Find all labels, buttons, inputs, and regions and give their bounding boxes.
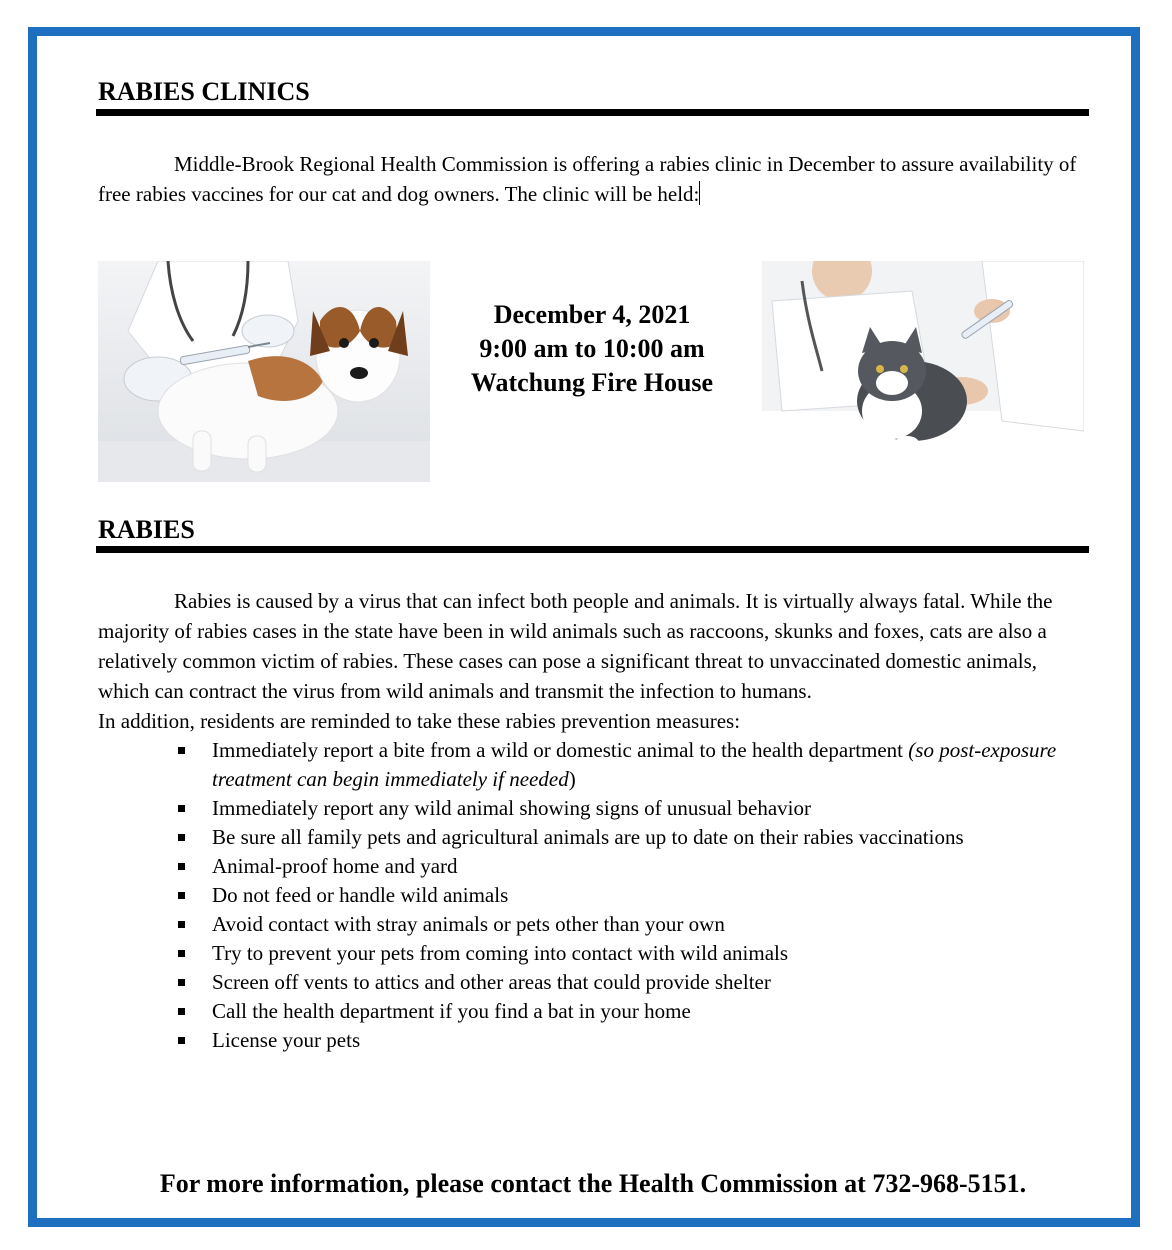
- prevention-intro: In addition, residents are reminded to take these rabies prevention measures:: [98, 709, 741, 733]
- prevention-measure-text: Be sure all family pets and agricultural animals are up to date on their rabies vaccinations: [212, 825, 964, 849]
- clinic-intro-text: Middle-Brook Regional Health Commission is offering a rabies clinic in December to assure availability of free rabies vaccines for our cat and dog owners. The clinic will be held:: [98, 152, 1077, 206]
- prevention-measure-text: Try to prevent your pets from coming into contact with wild animals: [212, 941, 789, 965]
- prevention-measure-text: Call the health department if you find a bat in your home: [212, 999, 691, 1023]
- prevention-measure-item: [98, 1026, 1090, 1055]
- clinic-time: 9:00 am to 10:00 am: [479, 334, 705, 363]
- rabies-heading-rule: [96, 546, 1089, 553]
- rabies-info: [98, 586, 1090, 1055]
- cat-vaccination-image: [762, 261, 1084, 485]
- heading-rule: [96, 109, 1089, 116]
- prevention-measure-close: ): [568, 767, 576, 791]
- prevention-measure-text: Screen off vents to attics and other areas that could provide shelter: [212, 970, 771, 994]
- prevention-measure-text: Do not feed or handle wild animals: [212, 883, 509, 907]
- contact-footer: For more information, please contact the Health Commission at 732-968-5151.: [159, 1169, 1027, 1198]
- prevention-measure-text: License your pets: [212, 1028, 361, 1052]
- prevention-measure-text: Avoid contact with stray animals or pets other than your own: [212, 912, 725, 936]
- cat-vaccination-photo: [762, 261, 1084, 485]
- rabies-paragraph: Rabies is caused by a virus that can infect both people and animals. It is virtually always fatal. While the majority of rabies cases in the state have been in wild animals such as raccoons, skunks and foxes, cats are also a relatively common victim of rabies. These cases can pose a significant threat to unvaccinated domestic animals, which can contract the virus from wild animals and transmit the infection to humans.: [98, 589, 1053, 703]
- clinic-location: Watchung Fire House: [470, 368, 714, 397]
- prevention-measure-text: Immediately report a bite from a wild or domestic animal to the health department: [212, 738, 909, 762]
- prevention-measure-item: [98, 852, 1090, 881]
- flyer-frame: [28, 27, 1140, 1227]
- prevention-measure-item: [98, 968, 1090, 997]
- prevention-measure-item: [98, 823, 1090, 852]
- clinic-intro: [98, 149, 1090, 209]
- clinic-date: December 4, 2021: [493, 300, 691, 329]
- prevention-measure-text: Immediately report any wild animal showing signs of unusual behavior: [212, 796, 811, 820]
- prevention-measure-item: [98, 794, 1090, 823]
- prevention-measure-item: [98, 881, 1090, 910]
- rabies-heading: RABIES: [98, 515, 195, 544]
- text-cursor: [699, 181, 700, 205]
- clinic-details: [437, 298, 747, 400]
- prevention-measures-list: [98, 736, 1090, 1055]
- prevention-measure-item: [98, 910, 1090, 939]
- prevention-measure-note: (so post-exposure treatment can begin immediately if needed: [212, 738, 1057, 791]
- prevention-measure-item: [98, 997, 1090, 1026]
- prevention-measure-item: [98, 736, 1090, 794]
- prevention-measure-text: Animal-proof home and yard: [212, 854, 458, 878]
- dog-vaccination-photo: [98, 261, 430, 482]
- rabies-clinics-heading: RABIES CLINICS: [98, 77, 310, 106]
- prevention-measure-item: [98, 939, 1090, 968]
- dog-vaccination-image: [98, 261, 430, 482]
